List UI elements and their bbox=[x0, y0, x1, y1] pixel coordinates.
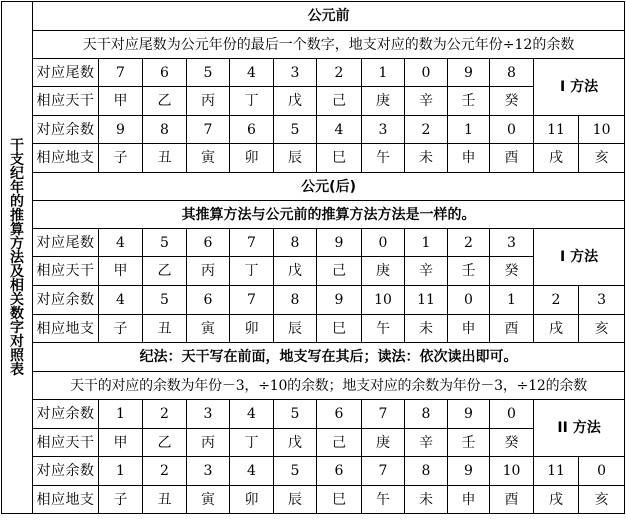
stem-cell: 癸 bbox=[490, 87, 534, 116]
branch-cell: 丑 bbox=[143, 144, 187, 173]
remainder-cell: 0 bbox=[490, 116, 534, 144]
stem-cell: 乙 bbox=[143, 87, 187, 116]
remainder-cell: 0 bbox=[448, 286, 490, 315]
remainder-cell: 10 bbox=[579, 116, 625, 144]
stem-cell: 庚 bbox=[362, 257, 405, 286]
remainder-cell: 11 bbox=[534, 457, 579, 486]
tail-cell: 9 bbox=[317, 229, 362, 257]
branch-cell: 酉 bbox=[490, 315, 534, 343]
table-row bbox=[2, 229, 625, 257]
stem-cell: 丙 bbox=[187, 429, 230, 457]
remainder-cell: 4 bbox=[230, 400, 274, 429]
stem-cell: 甲 bbox=[99, 257, 143, 286]
tail-cell: 8 bbox=[274, 229, 317, 257]
branch-cell: 卯 bbox=[230, 144, 274, 173]
branch-cell: 戌 bbox=[534, 144, 579, 173]
branch-cell: 亥 bbox=[579, 144, 625, 173]
remainder-cell: 9 bbox=[448, 400, 490, 429]
remainder-cell: 5 bbox=[274, 400, 317, 429]
remainder-cell: 9 bbox=[317, 286, 362, 315]
remainder-cell: 0 bbox=[490, 400, 534, 429]
row-label: 对应余数 bbox=[33, 457, 99, 486]
remainder-cell: 2 bbox=[405, 116, 448, 144]
stem-cell: 戊 bbox=[274, 429, 317, 457]
side-title-char: 相 bbox=[10, 277, 24, 294]
branch-cell: 酉 bbox=[490, 144, 534, 173]
remainder-cell: 9 bbox=[448, 457, 490, 486]
tail-cell: 5 bbox=[143, 229, 187, 257]
branch-cell: 未 bbox=[405, 486, 448, 514]
remainder-cell: 10 bbox=[362, 286, 405, 315]
branch-cell: 辰 bbox=[274, 144, 317, 173]
remainder-cell: 3 bbox=[187, 457, 230, 486]
side-title-char: 表 bbox=[10, 361, 24, 378]
tail-cell: 4 bbox=[230, 59, 274, 87]
branch-cell: 申 bbox=[448, 315, 490, 343]
tail-cell: 7 bbox=[99, 59, 143, 87]
stem-cell: 壬 bbox=[448, 429, 490, 457]
notation-rule: 纪法：天干写在前面，地支写在其后；读法：依次读出即可。 bbox=[33, 343, 625, 372]
branch-cell: 戌 bbox=[534, 315, 579, 343]
stem-cell: 丙 bbox=[187, 257, 230, 286]
branch-cell: 午 bbox=[362, 315, 405, 343]
stem-cell: 辛 bbox=[405, 257, 448, 286]
remainder-cell: 4 bbox=[317, 116, 362, 144]
stem-cell: 辛 bbox=[405, 429, 448, 457]
table-row bbox=[2, 257, 625, 286]
branch-cell: 寅 bbox=[187, 486, 230, 514]
remainder-cell: 7 bbox=[362, 457, 405, 486]
side-title-char: 对 bbox=[10, 333, 24, 350]
side-title-char: 推 bbox=[10, 207, 24, 224]
remainder-cell: 3 bbox=[579, 286, 625, 315]
tail-cell: 1 bbox=[405, 229, 448, 257]
side-title-char: 照 bbox=[10, 347, 24, 364]
stem-cell: 甲 bbox=[99, 87, 143, 116]
branch-cell: 子 bbox=[99, 315, 143, 343]
branch-cell: 酉 bbox=[490, 486, 534, 514]
branch-cell: 午 bbox=[362, 486, 405, 514]
stem-cell: 癸 bbox=[490, 429, 534, 457]
stem-cell: 甲 bbox=[99, 429, 143, 457]
side-title-char: 关 bbox=[10, 291, 24, 308]
method-label: I 方法 bbox=[534, 59, 625, 116]
row-label: 对应余数 bbox=[33, 116, 99, 144]
remainder-cell: 2 bbox=[143, 400, 187, 429]
branch-cell: 丑 bbox=[143, 486, 187, 514]
section-bc-note: 天干对应尾数为公元年份的最后一个数字，地支对应的数为公元年份÷12的余数 bbox=[33, 31, 625, 59]
tail-cell: 0 bbox=[405, 59, 448, 87]
remainder-cell: 3 bbox=[362, 116, 405, 144]
method-label: I 方法 bbox=[534, 229, 625, 286]
branch-cell: 卯 bbox=[230, 486, 274, 514]
row-label: 相应地支 bbox=[33, 315, 99, 343]
stem-cell: 庚 bbox=[362, 87, 405, 116]
side-title-char: 字 bbox=[10, 319, 24, 336]
table-row bbox=[2, 87, 625, 116]
stem-cell: 癸 bbox=[490, 257, 534, 286]
ganzhi-table bbox=[1, 1, 625, 514]
remainder-cell: 7 bbox=[362, 400, 405, 429]
side-title-char: 数 bbox=[10, 305, 24, 322]
stem-cell: 庚 bbox=[362, 429, 405, 457]
branch-cell: 辰 bbox=[274, 486, 317, 514]
remainder-cell: 8 bbox=[405, 457, 448, 486]
tail-cell: 5 bbox=[187, 59, 230, 87]
branch-cell: 巳 bbox=[317, 315, 362, 343]
branch-cell: 申 bbox=[448, 144, 490, 173]
stem-cell: 己 bbox=[317, 87, 362, 116]
remainder-cell: 6 bbox=[187, 286, 230, 315]
remainder-cell: 1 bbox=[99, 400, 143, 429]
tail-cell: 2 bbox=[317, 59, 362, 87]
stem-cell: 己 bbox=[317, 429, 362, 457]
side-title-char: 支 bbox=[10, 151, 24, 168]
tail-cell: 1 bbox=[362, 59, 405, 87]
side-title-char: 及 bbox=[10, 263, 24, 280]
remainder-cell: 5 bbox=[274, 116, 317, 144]
stem-cell: 戊 bbox=[274, 257, 317, 286]
remainder-cell: 8 bbox=[143, 116, 187, 144]
tail-cell: 4 bbox=[99, 229, 143, 257]
remainder-cell: 2 bbox=[143, 457, 187, 486]
remainder-cell: 5 bbox=[274, 457, 317, 486]
method-label: II 方法 bbox=[534, 400, 625, 457]
remainder-cell: 8 bbox=[274, 286, 317, 315]
tail-cell: 3 bbox=[490, 229, 534, 257]
row-label: 相应地支 bbox=[33, 144, 99, 173]
remainder-cell: 10 bbox=[490, 457, 534, 486]
side-title bbox=[2, 2, 33, 514]
branch-cell: 未 bbox=[405, 144, 448, 173]
section-bc-heading: 公元前 bbox=[33, 2, 625, 31]
table-row bbox=[2, 429, 625, 457]
stem-cell: 己 bbox=[317, 257, 362, 286]
remainder-cell: 1 bbox=[490, 286, 534, 315]
remainder-cell: 9 bbox=[99, 116, 143, 144]
remainder-cell: 5 bbox=[143, 286, 187, 315]
row-label: 相应天干 bbox=[33, 87, 99, 116]
branch-cell: 巳 bbox=[317, 486, 362, 514]
table-row bbox=[2, 457, 625, 486]
side-title-char: 方 bbox=[10, 235, 24, 252]
tail-cell: 9 bbox=[448, 59, 490, 87]
stem-cell: 丁 bbox=[230, 257, 274, 286]
remainder-cell: 3 bbox=[187, 400, 230, 429]
row-label: 对应余数 bbox=[33, 286, 99, 315]
stem-cell: 壬 bbox=[448, 87, 490, 116]
remainder-cell: 11 bbox=[405, 286, 448, 315]
row-label: 相应天干 bbox=[33, 257, 99, 286]
remainder-cell: 7 bbox=[187, 116, 230, 144]
stem-cell: 乙 bbox=[143, 257, 187, 286]
tail-cell: 3 bbox=[274, 59, 317, 87]
stem-cell: 丙 bbox=[187, 87, 230, 116]
branch-cell: 子 bbox=[99, 486, 143, 514]
stem-cell: 壬 bbox=[448, 257, 490, 286]
branch-cell: 子 bbox=[99, 144, 143, 173]
stem-cell: 辛 bbox=[405, 87, 448, 116]
section-ad-heading: 公元(后) bbox=[33, 173, 625, 201]
branch-cell: 寅 bbox=[187, 144, 230, 173]
row-label: 相应天干 bbox=[33, 429, 99, 457]
remainder-cell: 6 bbox=[317, 457, 362, 486]
branch-cell: 丑 bbox=[143, 315, 187, 343]
side-title-char: 年 bbox=[10, 179, 24, 196]
stem-cell: 乙 bbox=[143, 429, 187, 457]
branch-cell: 寅 bbox=[187, 315, 230, 343]
stem-cell: 丁 bbox=[230, 429, 274, 457]
side-title-char: 的 bbox=[10, 193, 24, 210]
table-row bbox=[2, 286, 625, 315]
remainder-cell: 8 bbox=[405, 400, 448, 429]
side-title-char: 算 bbox=[10, 221, 24, 238]
stem-cell: 戊 bbox=[274, 87, 317, 116]
side-title-char: 干 bbox=[10, 137, 24, 154]
side-title-char: 法 bbox=[10, 249, 24, 266]
branch-cell: 未 bbox=[405, 315, 448, 343]
table-row bbox=[2, 144, 625, 173]
branch-cell: 戌 bbox=[534, 486, 579, 514]
branch-cell: 亥 bbox=[579, 315, 625, 343]
remainder-cell: 1 bbox=[448, 116, 490, 144]
branch-cell: 辰 bbox=[274, 315, 317, 343]
branch-cell: 申 bbox=[448, 486, 490, 514]
table-row bbox=[2, 116, 625, 144]
branch-cell: 巳 bbox=[317, 144, 362, 173]
tail-cell: 7 bbox=[230, 229, 274, 257]
remainder-cell: 4 bbox=[230, 457, 274, 486]
tail-cell: 2 bbox=[448, 229, 490, 257]
table-row bbox=[2, 315, 625, 343]
tail-cell: 8 bbox=[490, 59, 534, 87]
table-row bbox=[2, 59, 625, 87]
branch-cell: 午 bbox=[362, 144, 405, 173]
table-row bbox=[2, 486, 625, 514]
remainder-cell: 11 bbox=[534, 116, 579, 144]
branch-cell: 卯 bbox=[230, 315, 274, 343]
row-label: 对应尾数 bbox=[33, 229, 99, 257]
remainder-cell: 1 bbox=[99, 457, 143, 486]
tail-cell: 6 bbox=[143, 59, 187, 87]
stem-cell: 丁 bbox=[230, 87, 274, 116]
row-label: 对应余数 bbox=[33, 400, 99, 429]
remainder-cell: 7 bbox=[230, 286, 274, 315]
branch-cell: 亥 bbox=[579, 486, 625, 514]
row-label: 相应地支 bbox=[33, 486, 99, 514]
remainder-cell: 6 bbox=[230, 116, 274, 144]
row-label: 对应尾数 bbox=[33, 59, 99, 87]
remainder-cell: 0 bbox=[579, 457, 625, 486]
remainder-cell: 2 bbox=[534, 286, 579, 315]
remainder-cell: 4 bbox=[99, 286, 143, 315]
tail-cell: 0 bbox=[362, 229, 405, 257]
tail-cell: 6 bbox=[187, 229, 230, 257]
method2-note: 天干的对应的余数为年份－3，÷10的余数；地支对应的余数为年份－3，÷12的余数 bbox=[33, 372, 625, 400]
remainder-cell: 6 bbox=[317, 400, 362, 429]
side-title-char: 纪 bbox=[10, 165, 24, 182]
section-ad-note: 其推算方法与公元前的推算方法方法是一样的。 bbox=[33, 201, 625, 229]
table-row bbox=[2, 400, 625, 429]
